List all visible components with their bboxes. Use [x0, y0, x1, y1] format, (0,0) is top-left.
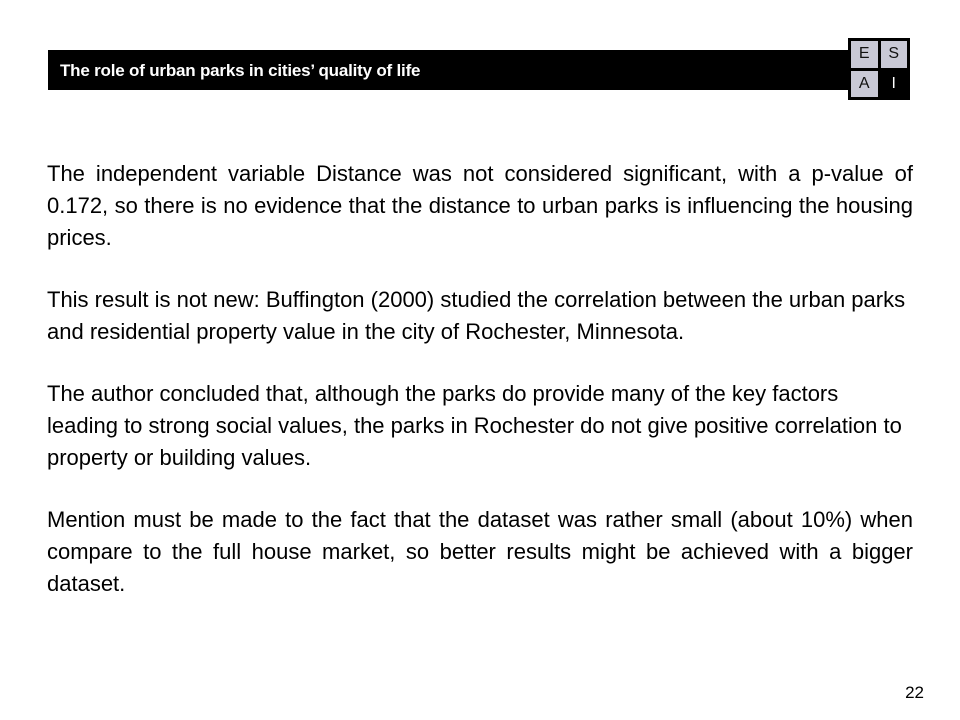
logo-letter-e: E: [851, 41, 878, 68]
logo-letter-s: S: [881, 41, 908, 68]
slide-title: The role of urban parks in cities’ quality of life: [60, 61, 421, 80]
logo-letter-i: I: [881, 71, 908, 98]
page-number: 22: [905, 683, 924, 702]
paragraph-dataset-limitation: Mention must be made to the fact that the dataset was rather small (about 10%) when compare to the full house market, so better results might be achieved with a bigger dataset.: [47, 507, 913, 596]
slide-title-bar: [48, 50, 848, 90]
paragraph-author-conclusion: The author concluded that, although the parks do provide many of the key factors leading to strong social values, the parks in Rochester do not give positive correlation to property or building values.: [47, 381, 902, 470]
paragraph-buffington-study: This result is not new: Buffington (2000) studied the correlation between the urban parks and residential property value in the city of Rochester, Minnesota.: [47, 287, 906, 344]
esai-logo: [848, 38, 910, 100]
paragraph-distance-significance: The independent variable Distance was not considered significant, with a p-value of 0.172, so there is no evidence that the distance to urban parks is influencing the housing prices.: [47, 161, 913, 250]
logo-letter-a: A: [851, 71, 878, 98]
slide-body: [47, 158, 913, 630]
